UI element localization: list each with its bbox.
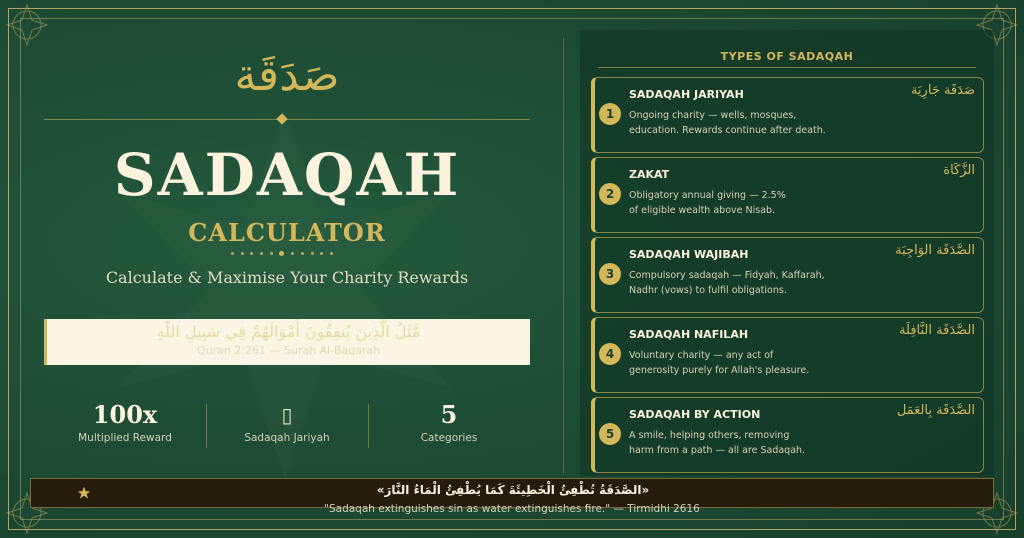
- corner-ornament-icon: [2, 0, 52, 50]
- card-title: ZAKAT: [629, 168, 670, 181]
- stat-sadaqah-jariyah: [206, 400, 368, 452]
- page-subtitle: CALCULATOR: [188, 218, 386, 247]
- type-card-nafilah[interactable]: [591, 317, 984, 393]
- number-badge: 3: [599, 263, 621, 285]
- verse-box: [44, 319, 530, 365]
- stat-categories: [368, 400, 530, 452]
- card-title: SADAQAH NAFILAH: [629, 328, 749, 341]
- number-badge: 5: [599, 423, 621, 445]
- card-description-line: of eligible wealth above Nisab.: [629, 205, 776, 216]
- star-icon: [77, 486, 91, 500]
- type-card-jariyah[interactable]: [591, 77, 984, 153]
- stat-value: 100x: [92, 400, 158, 429]
- card-description: [629, 188, 869, 218]
- card-description-line: Nadhr (vows) to fulfil obligations.: [629, 285, 787, 296]
- footer-arabic: «الصَّدَقَةُ تُطْفِئُ الْخَطِيئَةَ كَمَا يُطْفِئُ الْمَاءُ النَّارَ»: [376, 483, 650, 497]
- number-badge: 2: [599, 183, 621, 205]
- types-divider: [598, 67, 976, 68]
- card-description-line: harm from a path — all are Sadaqah.: [629, 445, 806, 456]
- types-heading: TYPES OF SADAQAH: [720, 50, 854, 63]
- stat-multiplied-reward: [44, 400, 206, 452]
- card-description: [629, 268, 869, 298]
- number-badge: 1: [599, 103, 621, 125]
- card-arabic: الصَّدَقَة الوَاجِبَة: [895, 243, 975, 258]
- card-description-line: Ongoing charity — wells, mosques,: [629, 110, 797, 121]
- card-description-line: Obligatory annual giving — 2.5%: [629, 190, 786, 201]
- card-arabic: الصَّدَقَة بِالعَمَل: [896, 403, 975, 418]
- number-badge: 4: [599, 343, 621, 365]
- card-description-line: A smile, helping others, removing: [629, 430, 790, 441]
- card-title: SADAQAH BY ACTION: [629, 408, 761, 421]
- card-arabic: صَدَقَة جَارِيَة: [910, 83, 975, 98]
- card-description-line: generosity purely for Allah's pleasure.: [629, 365, 810, 376]
- stat-label: Sadaqah Jariyah: [244, 432, 330, 444]
- card-description: [629, 428, 869, 458]
- stat-label: Multiplied Reward: [78, 432, 172, 444]
- type-card-action[interactable]: [591, 397, 984, 473]
- card-arabic: الزَّكَاة: [943, 163, 975, 178]
- type-card-wajibah[interactable]: [591, 237, 984, 313]
- type-card-zakat[interactable]: [591, 157, 984, 233]
- card-description: [629, 108, 869, 138]
- stat-value: 5: [440, 400, 458, 429]
- placeholder-glyph-icon: ▯: [281, 403, 293, 427]
- dot-divider: [231, 249, 333, 257]
- page-title: SADAQAH: [113, 141, 461, 209]
- card-description: [629, 348, 869, 378]
- card-description-line: Voluntary charity — any act of: [629, 350, 774, 361]
- tagline: Calculate & Maximise Your Charity Rewards: [105, 268, 469, 287]
- arabic-title: صَدَقَة: [234, 50, 340, 101]
- stats-row: [44, 400, 530, 452]
- card-description-line: education. Rewards continue after death.: [629, 125, 826, 136]
- verse-arabic: مَّثَلُ الَّذِينَ يُنفِقُونَ أَمْوَالَهُمْ فِي سَبِيلِ اللَّهِ: [156, 322, 421, 341]
- card-description-line: Compulsory sadaqah — Fidyah, Kaffarah,: [629, 270, 825, 281]
- panel-divider: [563, 38, 564, 474]
- verse-reference: Quran 2:261 — Surah Al-Baqarah: [196, 344, 381, 357]
- card-title: SADAQAH WAJIBAH: [629, 248, 749, 261]
- card-title: SADAQAH JARIYAH: [629, 88, 744, 101]
- footer-quote: "Sadaqah extinguishes sin as water extinguishes fire." — Tirmidhi 2616: [324, 503, 700, 515]
- stat-label: Categories: [420, 432, 478, 444]
- card-arabic: الصَّدَقَة النَّافِلَة: [899, 323, 975, 338]
